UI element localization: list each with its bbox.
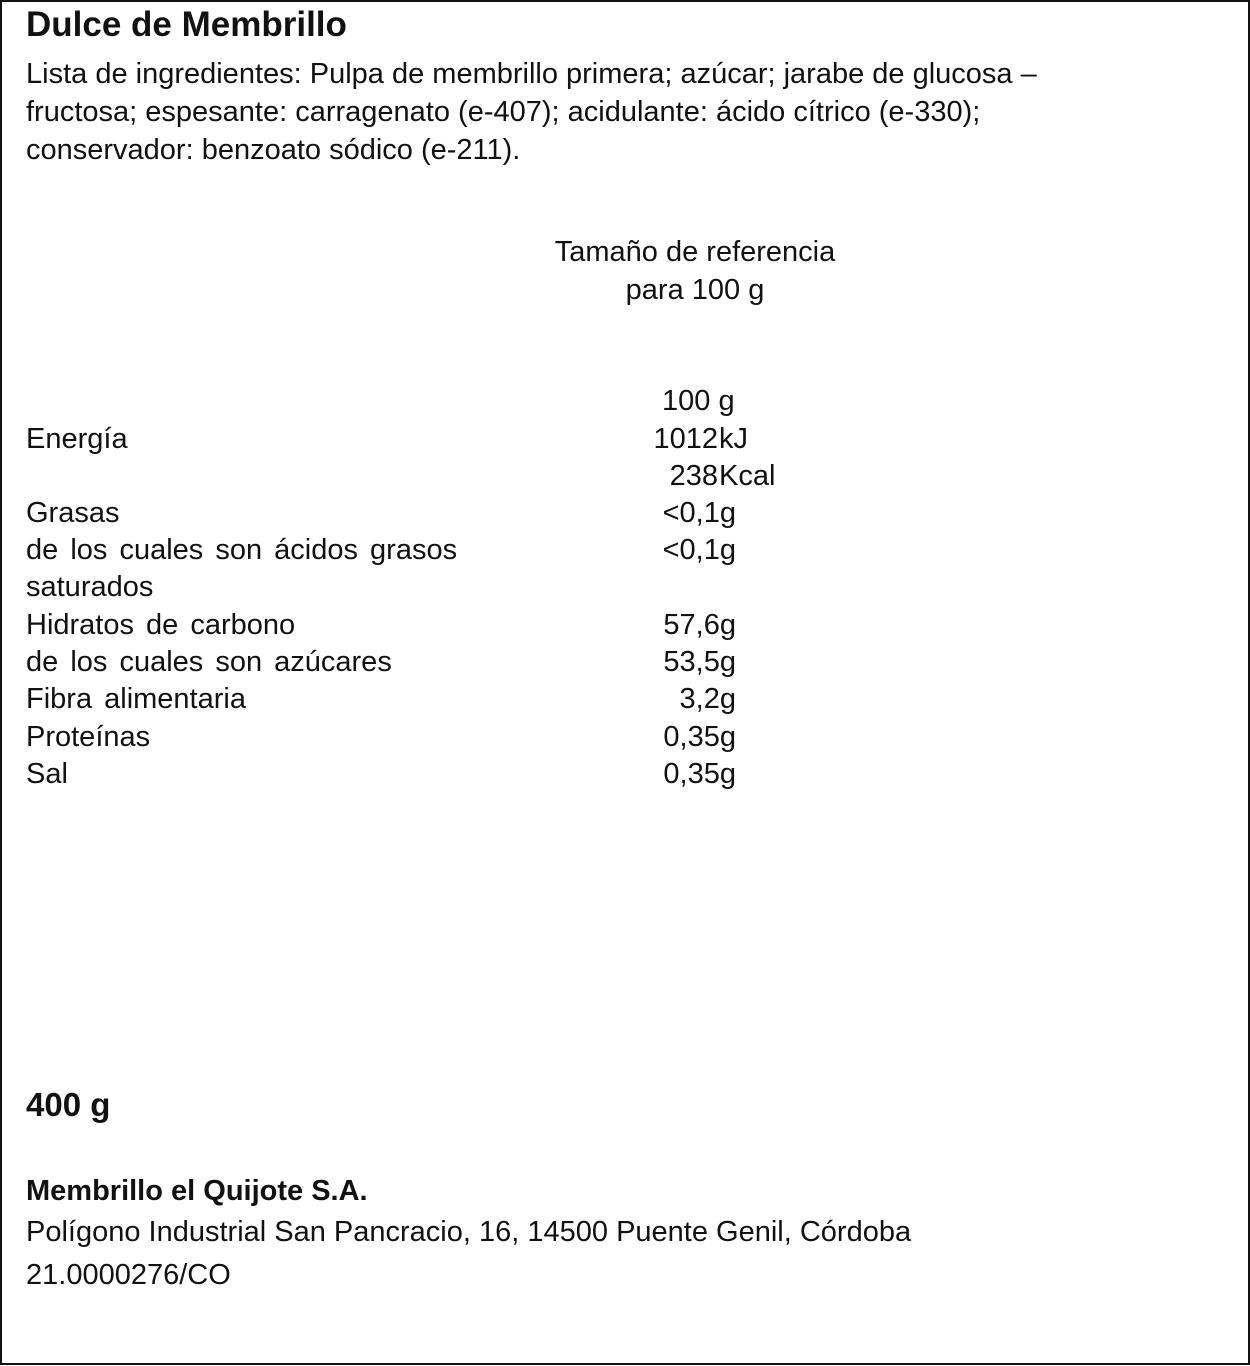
net-weight: 400 g [26, 1086, 111, 1123]
reference-size-line1: Tamaño de referencia [554, 236, 836, 268]
nutrition-value-salt: 0,35g [663, 758, 736, 790]
ingredients-list [26, 55, 1216, 169]
nutrition-label-saturated-cont: saturados [26, 571, 154, 603]
nutrition-column-header: 100 g [662, 385, 735, 417]
energy-kcal-value: 238 [669, 460, 718, 492]
nutrition-value-fiber: 3,2g [679, 683, 736, 715]
nutrition-value-carbs: 57,6g [663, 609, 736, 641]
nutrition-label-salt: Sal [26, 758, 68, 790]
ingredients-line: fructosa; espesante: carragenato (e-407); acidulante: ácido cítrico (e-330); [26, 96, 981, 128]
manufacturer-address: Polígono Industrial San Pancracio, 16, 14500 Puente Genil, Córdoba [26, 1216, 912, 1248]
energy-kj-value: 1012 [653, 423, 718, 455]
nutrition-label-saturated: de los cuales son ácidos grasos [26, 534, 458, 566]
nutrition-value-fat: <0,1g [662, 497, 736, 529]
product-title: Dulce de Membrillo [26, 5, 347, 44]
nutrition-label-fat: Grasas [26, 497, 120, 529]
sanitary-registry: 21.0000276/CO [26, 1259, 231, 1291]
energy-kj-unit: kJ [719, 423, 748, 455]
manufacturer-name: Membrillo el Quijote S.A. [26, 1175, 368, 1207]
energy-kcal-unit: Kcal [719, 460, 776, 492]
nutrition-label-protein: Proteínas [26, 721, 151, 753]
nutrition-label-energy: Energía [26, 423, 128, 455]
ingredients-line: Lista de ingredientes: Pulpa de membrillo primera; azúcar; jarabe de glucosa – [26, 58, 1037, 90]
nutrition-label-fiber: Fibra alimentaria [26, 683, 246, 715]
ingredients-line: conservador: benzoato sódico (e-211). [26, 134, 521, 166]
nutrition-value-saturated: <0,1g [662, 534, 736, 566]
nutrition-value-protein: 0,35g [663, 721, 736, 753]
nutrition-value-sugars: 53,5g [663, 646, 736, 678]
reference-size-line2: para 100 g [625, 274, 765, 306]
nutrition-label-carbs: Hidratos de carbono [26, 609, 296, 641]
nutrition-label-sugars: de los cuales son azúcares [26, 646, 392, 678]
